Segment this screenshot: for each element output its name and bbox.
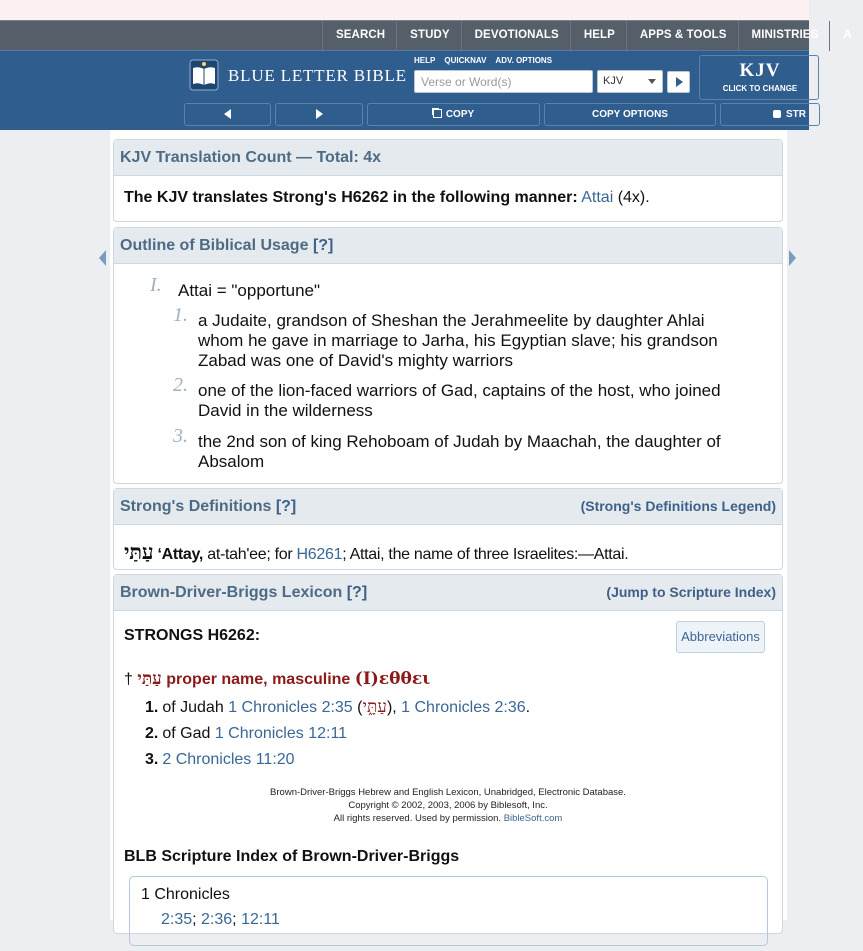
bdb-panel (113, 574, 783, 934)
chevron-down-icon (648, 79, 656, 84)
bdb-dagger: † (124, 671, 133, 688)
bdb-sense-text: of Judah (162, 699, 224, 716)
translation-count-panel (113, 139, 783, 222)
strongs-pron: at-tah'ee; for (207, 546, 293, 563)
outline-line: whom he gave in marriage to Jarha, his Egyptian slave; his grandson (198, 331, 718, 350)
search-input[interactable] (414, 70, 593, 93)
arrow-right-icon (316, 109, 323, 119)
help-link[interactable]: HELP (414, 56, 436, 65)
translation-lead: The KJV translates Strong's H6262 in the following manner: (124, 189, 578, 206)
bdb-hebrew-word: עַתַּי (137, 669, 162, 689)
copyright-line: Brown-Driver-Briggs Hebrew and English Lexicon, Unabridged, Electronic Database. (270, 787, 626, 798)
copy-button[interactable] (367, 103, 540, 126)
outline-help-link[interactable]: [?] (312, 237, 334, 254)
strongs-hebrew-word: עַתַּי (124, 539, 154, 564)
nav-more[interactable]: A (829, 21, 862, 51)
outline-main-num: I. (150, 274, 162, 296)
index-ref-link[interactable]: 2:35 (161, 911, 193, 928)
copy-label: COPY (445, 109, 475, 120)
outline-item-num: 3. (173, 425, 188, 447)
bdb-entry-head (124, 669, 772, 689)
bdb-copyright (124, 786, 772, 825)
bdb-greek-open: ( (354, 669, 363, 689)
scripture-index-title: BLB Scripture Index of Brown-Driver-Briggs (124, 848, 460, 865)
site-logo[interactable] (186, 57, 407, 93)
bdb-strongs-label: STRONGS H6262: (124, 627, 261, 644)
strongs-translit: ʻAttay, (157, 546, 204, 563)
bdb-greek-close: )εθθει (370, 669, 431, 689)
nav-help[interactable]: HELP (570, 21, 626, 51)
outline-item (114, 304, 782, 378)
version-label: KJV (739, 60, 781, 81)
next-button[interactable] (275, 103, 363, 126)
click-to-change-label: CLICK TO CHANGE (722, 84, 798, 93)
biblesoft-link[interactable]: BibleSoft.com (503, 813, 563, 824)
nav-ministries[interactable]: MINISTRIES (738, 21, 830, 51)
outline-item (114, 425, 782, 474)
copyright-line: All rights reserved. Used by permission. (333, 813, 502, 824)
copy-options-button[interactable] (544, 103, 716, 126)
copyright-line: Copyright © 2002, 2003, 2006 by Biblesoft, Inc. (348, 800, 548, 811)
outline-panel (113, 227, 783, 484)
site-header (0, 50, 809, 130)
outline-line: Zabad was one of David's mighty warriors (198, 351, 514, 370)
strongs-label: STR (786, 109, 806, 120)
bdb-sense (145, 725, 772, 743)
outline-item-num: 1. (173, 304, 188, 326)
search-go-button[interactable] (667, 71, 690, 93)
next-page-arrow-icon[interactable] (789, 250, 796, 266)
outline-item-num: 2. (173, 374, 188, 396)
strongs-panel (113, 488, 783, 570)
outline-line: a Judaite, grandson of Sheshan the Jerahmeelite by daughter Ahlai (198, 311, 705, 330)
copy-options-label: COPY OPTIONS (592, 109, 668, 120)
bdb-sense-num: 1. (145, 699, 159, 716)
scripture-link[interactable]: 1 Chronicles 12:11 (214, 725, 348, 742)
outline-line: one of the lion-faced warriors of Gad, captains of the host, who joined (198, 381, 721, 400)
bdb-hebrew-form: עַתָּ֑י (362, 697, 387, 717)
abbreviations-button[interactable]: Abbreviations (676, 621, 765, 653)
bdb-sense-num: 3. (145, 751, 159, 768)
bdb-sense-text: of Gad (162, 725, 211, 742)
bdb-title: Brown-Driver-Briggs Lexicon (120, 584, 343, 601)
scripture-link[interactable]: 1 Chronicles 2:35 (228, 699, 353, 716)
index-ref-link[interactable]: 12:11 (241, 911, 280, 928)
scripture-link[interactable]: 1 Chronicles 2:36 (401, 699, 526, 716)
index-refs: 2:35; 2:36; 12:11 (161, 911, 280, 928)
jump-scripture-index-link[interactable]: (Jump to Scripture Index) (606, 584, 776, 600)
index-ref-link[interactable]: 2:36 (201, 911, 233, 928)
translation-count-title: KJV Translation Count — Total: 4x (120, 149, 382, 166)
outline-line: the 2nd son of king Rehoboam of Judah by Maachah, the daughter of (198, 432, 721, 451)
strongs-ref-link[interactable]: H6261 (296, 546, 343, 563)
bdb-sense: 1. of Judah 1 Chronicles 2:35 (עַתָּ֑י), 1 Chronicles 2:36. (145, 697, 531, 717)
previous-button[interactable] (184, 103, 271, 126)
checkbox-icon (773, 110, 781, 118)
copy-icon (433, 109, 442, 118)
index-book: 1 Chronicles (141, 886, 230, 903)
nav-search[interactable]: SEARCH (322, 21, 396, 51)
translation-count-value: (4x). (617, 189, 650, 206)
prev-page-arrow-icon[interactable] (99, 250, 106, 266)
translation-word-link[interactable]: Attai (581, 189, 614, 206)
outline-line: Absalom (198, 452, 265, 471)
strongs-title: Strong's Definitions (120, 498, 272, 515)
logo-text: BLUE LETTER BIBLE (228, 66, 407, 85)
outline-title: Outline of Biblical Usage (120, 237, 309, 254)
bdb-greek-i: Ι (362, 669, 371, 689)
adv-options-link[interactable]: ADV. OPTIONS (495, 56, 553, 65)
bdb-sense (145, 751, 772, 769)
bdb-help-link[interactable]: [?] (346, 584, 368, 601)
bdb-sense-num: 2. (145, 725, 159, 742)
bdb-greek (355, 669, 431, 689)
outline-item (114, 374, 782, 429)
lexicon-content (110, 130, 787, 928)
nav-study[interactable]: STUDY (396, 21, 460, 51)
main-nav (0, 20, 852, 50)
bdb-part-of-speech: proper name, masculine (166, 671, 351, 688)
scripture-index-box (129, 876, 768, 946)
strongs-help-link[interactable]: [?] (275, 498, 297, 515)
open-book-icon (186, 57, 222, 93)
quicknav-link[interactable]: QUICKNAV (444, 56, 487, 65)
outline-line: David in the wilderness (198, 401, 373, 420)
version-change-button[interactable] (699, 55, 819, 100)
nav-apps-tools[interactable]: APPS & TOOLS (626, 21, 738, 51)
strongs-toggle[interactable] (720, 103, 820, 126)
version-value: KJV (603, 75, 624, 87)
scripture-link[interactable]: 2 Chronicles 11:20 (162, 751, 295, 768)
outline-main (114, 274, 782, 308)
strongs-legend-link[interactable]: (Strong's Definitions Legend) (580, 498, 776, 514)
version-select[interactable] (597, 70, 663, 93)
outline-main-text: Attai = "opportune" (178, 281, 321, 300)
strongs-def: ; Attai, the name of three Israelites:—Attai. (342, 546, 629, 563)
nav-devotionals[interactable]: DEVOTIONALS (461, 21, 570, 51)
top-strip (0, 0, 809, 20)
arrow-left-icon (224, 109, 231, 119)
